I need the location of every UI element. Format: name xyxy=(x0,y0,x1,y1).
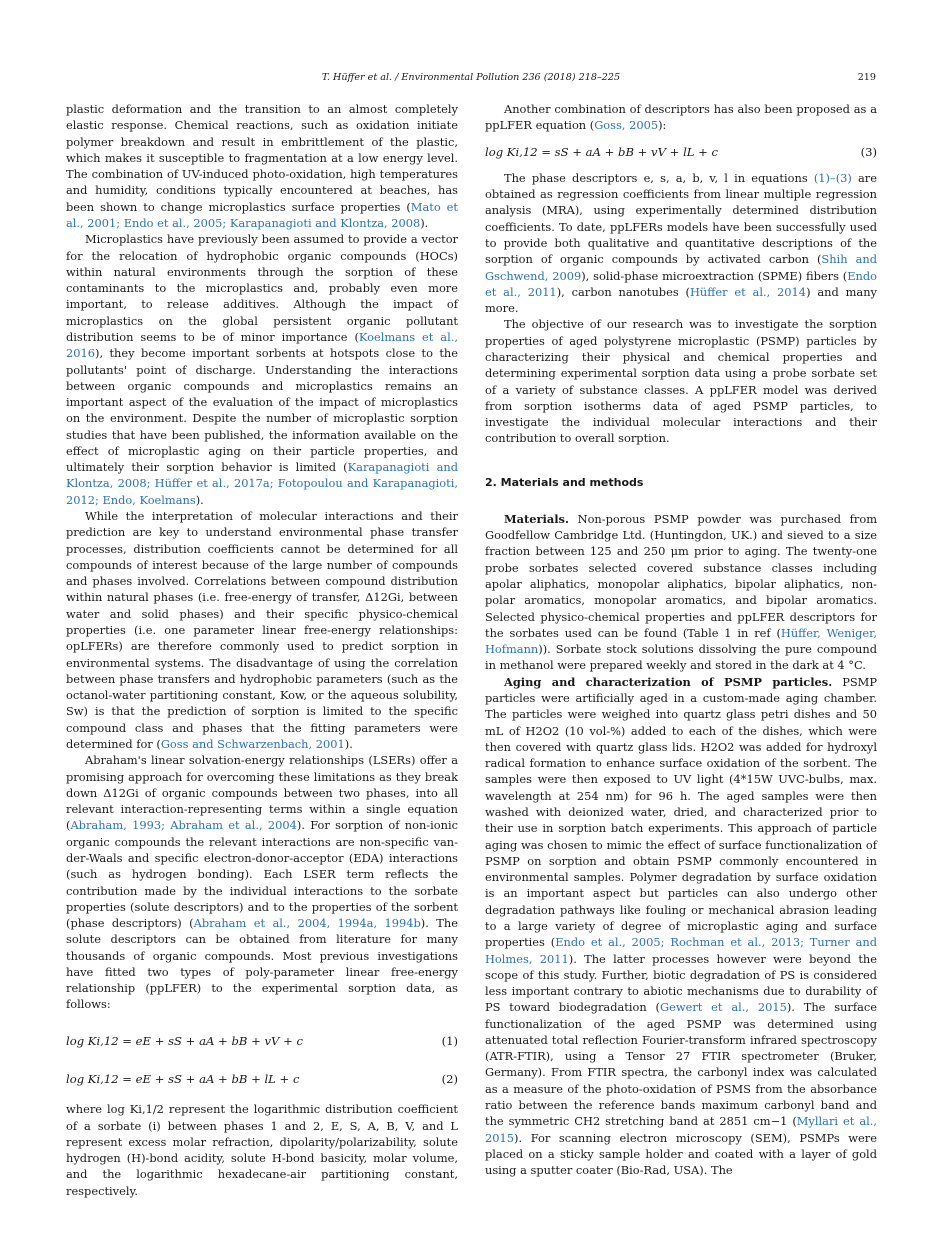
run-in-heading: Materials. xyxy=(504,511,569,526)
equation-text: log Ki,12 = sS + aA + bB + vV + lL + c xyxy=(485,144,719,159)
section-heading: 2. Materials and methods xyxy=(485,475,644,489)
run-in-heading: Aging and characterization of PSMP particles. xyxy=(504,674,833,689)
equation-1 xyxy=(66,1033,458,1049)
citation-link[interactable]: Hüffer et al., 2014 xyxy=(689,284,807,299)
equation-ref-link[interactable]: (1)–(3) xyxy=(813,170,852,185)
citation-link[interactable]: Shih and Gschwend, 2009 xyxy=(485,252,877,283)
paragraph: where log Ki,1/2 represent the logarithmic distribution coefficient of a sorbate (i) between phases 1 and 2, E, S, A, B, V, and L represent excess molar refraction, dipolarity/polarizability, solute hydrogen (H)-bond acidity, solute H-bond basicity, molar volume, and the logarithmic hexadecane-air partitioning constant, respectively. xyxy=(66,1102,458,1198)
citation-link[interactable]: Abraham, 1993; Abraham et al., 2004 xyxy=(70,818,297,833)
page-number: 219 xyxy=(857,72,876,83)
paragraph: Materials. Non-porous PSMP powder was purchased from Goodfellow Cambridge Ltd. (Huntingdon, UK.) and sieved to a size fraction between 125 and 250 μm prior to aging. The twenty-one probe sorbates selected covered substance classes including apolar aliphatics, monopolar aliphatics, bipolar aliphatics, non-polar aromatics, monopolar aromatics, and bipolar aromatics. Selected physico-chemical properties and ppLFER descriptors for the sorbates used can be found (Table 1 in ref (Hüffer, Weniger, Hofmann)). Sorbate stock solutions dissolving the pure compound in methanol were prepared weekly and stored in the dark at 4 °C. xyxy=(485,511,877,673)
citation-link[interactable]: Hüffer, Weniger, Hofmann xyxy=(485,625,877,657)
running-header xyxy=(66,72,876,88)
paragraph: The objective of our research was to investigate the sorption properties of aged polystyrene microplastic (PSMP) particles by characterizing their physical and chemical properties and determining experimental sorption data using a probe sorbate set of a variety of substance classes. A ppLFER model was derived from sorption isotherms data of aged PSMP particles, to investigate the individual molecular interactions and their contribution to overall sorption. xyxy=(485,317,877,446)
equation-3 xyxy=(485,144,877,160)
citation-link[interactable]: Goss, 2005 xyxy=(594,118,659,133)
paragraph: Aging and characterization of PSMP particles. PSMP particles were artificially aged in a custom-made aging chamber. The particles were weighed into quartz glass petri dishes and 50 mL of H2O2 (10 vol-%) added to each of the dishes, which were then covered with quartz glass lids. H2O2 was added for hydroxyl radical formation to enhance surface oxidation of the sorbent. The samples were then exposed to UV light (4*15W UVC-bulbs, max. wavelength at 254 nm) for 96 h. The aged samples were then washed with deionized water, dried, and characterized prior to their use in sorption batch experiments. This approach of particle aging was chosen to mimic the effect of surface functionalization of PSMP on sorption and obtain PSMP commonly encountered in environmental samples. Polymer degradation by surface oxidation is an important aspect but particles can also undergo other degradation pathways like fouling or mechanical abrasion leading to a large variety of degree of microplastic aging and surface properties (Endo et al., 2005; Rochman et al., 2013; Turner and Holmes, 2011). The latter processes however were beyond the scope of this study. Further, biotic degradation of PS is considered less important contrary to abiotic mechanisms due to durability of PS toward biodegradation (Gewert et al., 2015). The surface functionalization of the aged PSMP was determined using attenuated total reflection Fourier-transform infrared spectroscopy (ATR-FTIR), using a Tensor 27 FTIR spectrometer (Bruker, Germany). From FTIR spectra, the carbonyl index was calculated as a measure of the photo-oxidation of PSMS from the absorbance ratio between the reference bands maximum carbonyl band and the symmetric CH2 stretching band at 2851 cm−1 (Myllari et al., 2015). For scanning electron microscopy (SEM), PSMPs were placed on a sticky sample holder and coated with a layer of gold using a sputter coater (Bio-Rad, USA). The xyxy=(485,674,878,1178)
citation-link[interactable]: Koelmans et al., 2016 xyxy=(66,329,458,361)
equation-2 xyxy=(66,1071,458,1087)
equation-text: log Ki,12 = eE + sS + aA + bB + lL + c xyxy=(66,1072,300,1087)
citation-link[interactable]: Goss and Schwarzenbach, 2001 xyxy=(160,736,345,751)
running-title: T. Hüffer et al. / Environmental Pollution 236 (2018) 218–225 xyxy=(321,72,621,83)
equation-number: (1) xyxy=(441,1033,458,1048)
right-column xyxy=(485,101,877,1178)
paragraph: Abraham's linear solvation-energy relationships (LSERs) offer a promising approach for overcoming these limitations as they break down Δ12Gi of organic compounds between two phases, into all relevant interaction-representing terms within a single equation (Abraham, 1993; Abraham et al., 2004). For sorption of non-ionic organic compounds the relevant interactions are non-specific van-der-Waals and specific electron-donor-acceptor (EDA) interactions (such as hydrogen bonding). Each LSER term reflects the contribution made by the individual interactions to the sorbate properties (solute descriptors) and to the properties of the sorbent (phase descriptors) (Abraham et al., 2004, 1994a, 1994b). The solute descriptors can be obtained from literature for many thousands of organic compounds. Most previous investigations have fitted two types of poly-parameter linear free-energy relationship (ppLFER) to the experimental sorption data, as follows: xyxy=(66,753,458,1012)
equation-text: log Ki,12 = eE + sS + aA + bB + vV + c xyxy=(66,1033,303,1048)
paragraph: Another combination of descriptors has also been proposed as a ppLFER equation (Goss, 2005): xyxy=(485,102,877,133)
equation-number: (2) xyxy=(441,1072,458,1087)
paragraph: Microplastics have previously been assumed to provide a vector for the relocation of hydrophobic organic compounds (HOCs) within natural environments through the sorption of these contaminants to the microplastics and, probably even more important, to release additives. Although the impact of microplastics on the global persistent organic pollutant distribution seems to be of minor importance (Koelmans et al., 2016), they become important sorbents at hotspots close to the pollutants' point of discharge. Understanding the interactions between organic compounds and microplastics remains an important aspect of the evaluation of the impact of microplastics on the environment. Despite the number of microplastic sorption studies that have been published, the information available on the effect of microplastic aging on their particle properties, and ultimately their sorption behavior is limited (Karapanagioti and Klontza, 2008; Hüffer et al., 2017a; Fotopoulou and Karapanagioti, 2012; Endo, Koelmans). xyxy=(66,232,458,507)
left-column xyxy=(66,101,458,1199)
paragraph: While the interpretation of molecular interactions and their prediction are key to understand environmental phase transfer processes, distribution coefficients cannot be determined for all compounds of interest because of the large number of compounds and phases involved. Correlations between compound distribution within natural phases (i.e. free-energy of transfer, Δ12Gi, between water and solid phases) and their specific physico-chemical properties (i.e. one parameter linear free-energy relationships: opLFERs) are therefore commonly used to predict sorption in environmental systems. The disadvantage of using the correlation between phase transfers and hydrophobic parameters (such as the octanol-water partitioning constant, Kow, or the aqueous solubility, Sw) is that the prediction of sorption is limited to the specific compound class and phases that the fitting parameters were determined for (Goss and Schwarzenbach, 2001). xyxy=(66,509,458,751)
paragraph: The phase descriptors e, s, a, b, v, l in equations (1)–(3) are obtained as regression coefficients from linear multiple regression analysis (MRA), using experimentally determined distribution coefficients. To date, ppLFERs models have been successfully used to provide both qualitative and quantitative descriptions of the sorption of organic compounds by activated carbon (Shih and Gschwend, 2009), solid-phase microextraction (SPME) fibers (Endo et al., 2011), carbon nanotubes (Hüffer et al., 2014) and many more. xyxy=(485,170,878,316)
paragraph: plastic deformation and the transition to an almost completely elastic response. Chemical reactions, such as oxidation initiate polymer breakdown and result in embrittlement of the plastic, which makes it susceptible to fragmentation at a low energy level. The combination of UV-induced photo-oxidation, high temperatures and humidity, conditions typically encountered at beaches, has been shown to change microplastics surface properties (Mato et al., 2001; Endo et al., 2005; Karapanagioti and Klontza, 2008). xyxy=(66,102,458,230)
citation-link[interactable]: Karapanagioti and Klontza, 2008; Hüffer et al., 2017a; Fotopoulou and Karapanagioti, 2012; Endo, Koelmans xyxy=(66,460,458,507)
citation-link[interactable]: Endo et al., 2011 xyxy=(485,268,878,299)
citation-link[interactable]: Myllari et al., 2015 xyxy=(485,1114,877,1145)
citation-link[interactable]: Endo et al., 2005; Rochman et al., 2013; Turner and Holmes, 2011 xyxy=(485,935,877,966)
citation-link[interactable]: Gewert et al., 2015 xyxy=(659,1000,787,1015)
equation-number: (3) xyxy=(860,144,877,159)
citation-link[interactable]: Mato et al., 2001; Endo et al., 2005; Karapanagioti and Klontza, 2008 xyxy=(66,199,458,230)
citation-link[interactable]: Abraham et al., 2004, 1994a, 1994b xyxy=(193,916,421,931)
